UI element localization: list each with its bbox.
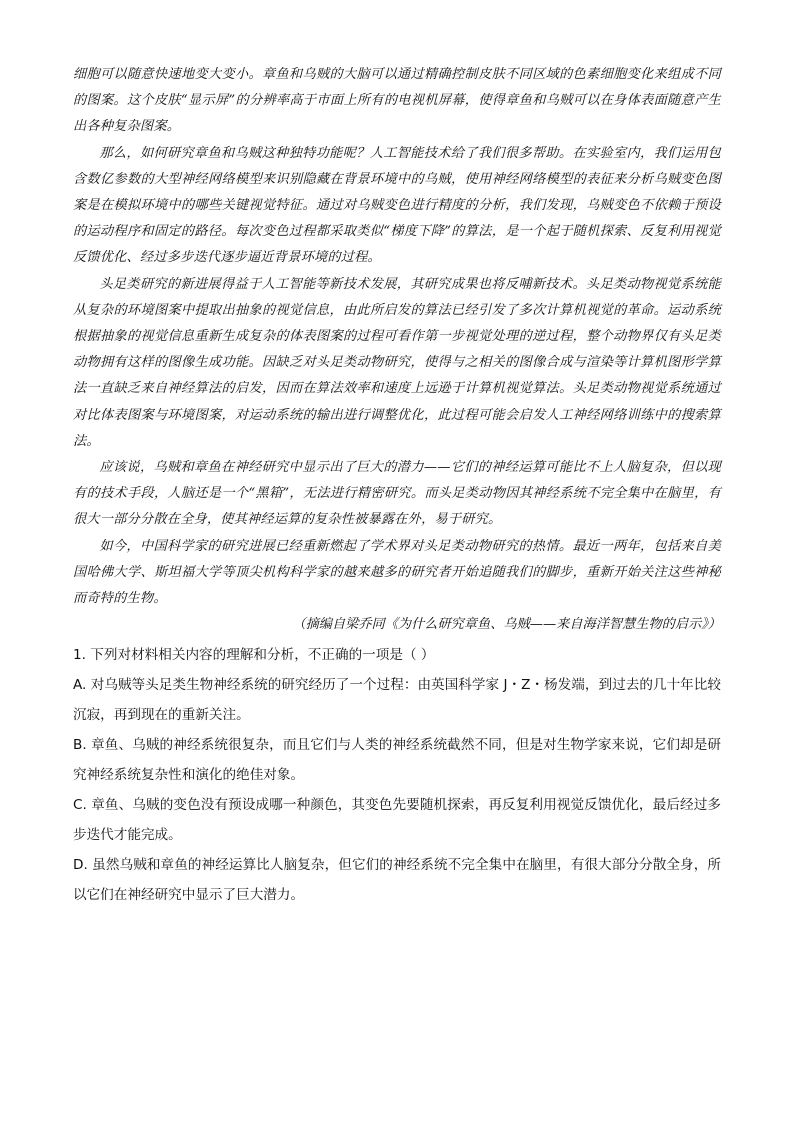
question-block [73, 640, 721, 910]
passage-paragraph: 应该说，乌贼和章鱼在神经研究中显示出了巨大的潜力——它们的神经运算可能比不上人脑复杂，但以现有的技术手段，人脑还是一个“黑箱”，无法进行精密研究。而头足类动物因其神经系统不完全集中在脑里，有很大一部分分散在全身，使其神经运算的复杂性被暴露在外，易于研究。 [73, 460, 721, 528]
passage-paragraph: 那么，如何研究章鱼和乌贼这种独特功能呢？人工智能技术给了我们很多帮助。在实验室内，我们运用包含数亿参数的大型神经网络模型来识别隐藏在背景环境中的乌贼，使用神经网络模型的表征来分析乌贼变色图案是在模拟环境中的哪些关键视觉特征。通过对乌贼变色进行精度的分析，我们发现，乌贼变色不依赖于预设的运动程序和固定的路径。每次变色过程都采取类似“梯度下降”的算法，是一个起于随机探索、反复利用视觉反馈优化、经过多步迭代逐步逼近背景环境的过程。 [73, 145, 721, 266]
option-a: A. 对乌贼等头足类生物神经系统的研究经历了一个过程：由英国科学家 J・Z・杨发端，到过去的几十年比较沉寂，再到现在的重新关注。 [73, 677, 721, 724]
option-d: D. 虽然乌贼和章鱼的神经运算比人脑复杂，但它们的神经系统不完全集中在脑里，有很大部分分散全身，所以它们在神经研究中显示了巨大潜力。 [73, 857, 721, 904]
passage-paragraph: 头足类研究的新进展得益于人工智能等新技术发展，其研究成果也将反哺新技术。头足类动物视觉系统能从复杂的环境图案中提取出抽象的视觉信息，由此所启发的算法已经引发了多次计算机视觉的革命。运动系统根据抽象的视觉信息重新生成复杂的体表图案的过程可看作第一步视觉处理的逆过程，整个动物界仅有头足类动物拥有这样的图像生成功能。因缺乏对头足类动物研究，使得与之相关的图像合成与渲染等计算机图形学算法一直缺乏来自神经算法的启发，因而在算法效率和速度上远逊于计算机视觉算法。头足类动物视觉系统通过对比体表图案与环境图案，对运动系统的输出进行调整优化，此过程可能会启发人工神经网络训练中的搜索算法。 [73, 276, 721, 449]
document-page [73, 62, 721, 910]
passage-paragraph: 细胞可以随意快速地变大变小。章鱼和乌贼的大脑可以通过精确控制皮肤不同区域的色素细胞变化来组成不同的图案。这个皮肤“显示屏”的分辨率高于市面上所有的电视机屏幕，使得章鱼和乌贼可以在身体表面随意产生出各种复杂图案。 [73, 67, 721, 135]
passage-paragraph: 如今，中国科学家的研究进展已经重新燃起了学术界对头足类动物研究的热情。最近一两年，包括来自美国哈佛大学、斯坦福大学等顶尖机构科学家的越来越多的研究者开始追随我们的脚步，重新开始关注这些神秘而奇特的生物。 [73, 538, 721, 607]
question-stem: 1. 下列对材料相关内容的理解和分析，不正确的一项是（ ） [73, 647, 435, 664]
passage-source: （摘编自梁乔同《为什么研究章鱼、乌贼——来自海洋智慧生物的启示》） [292, 617, 721, 633]
reading-passage [73, 62, 721, 612]
option-c: C. 章鱼、乌贼的变色没有预设成哪一种颜色，其变色先要随机探索，再反复利用视觉反馈优化，最后经过多步迭代才能完成。 [73, 797, 721, 844]
option-b: B. 章鱼、乌贼的神经系统很复杂，而且它们与人类的神经系统截然不同，但是对生物学家来说，它们却是研究神经系统复杂性和演化的绝佳对象。 [73, 737, 721, 784]
